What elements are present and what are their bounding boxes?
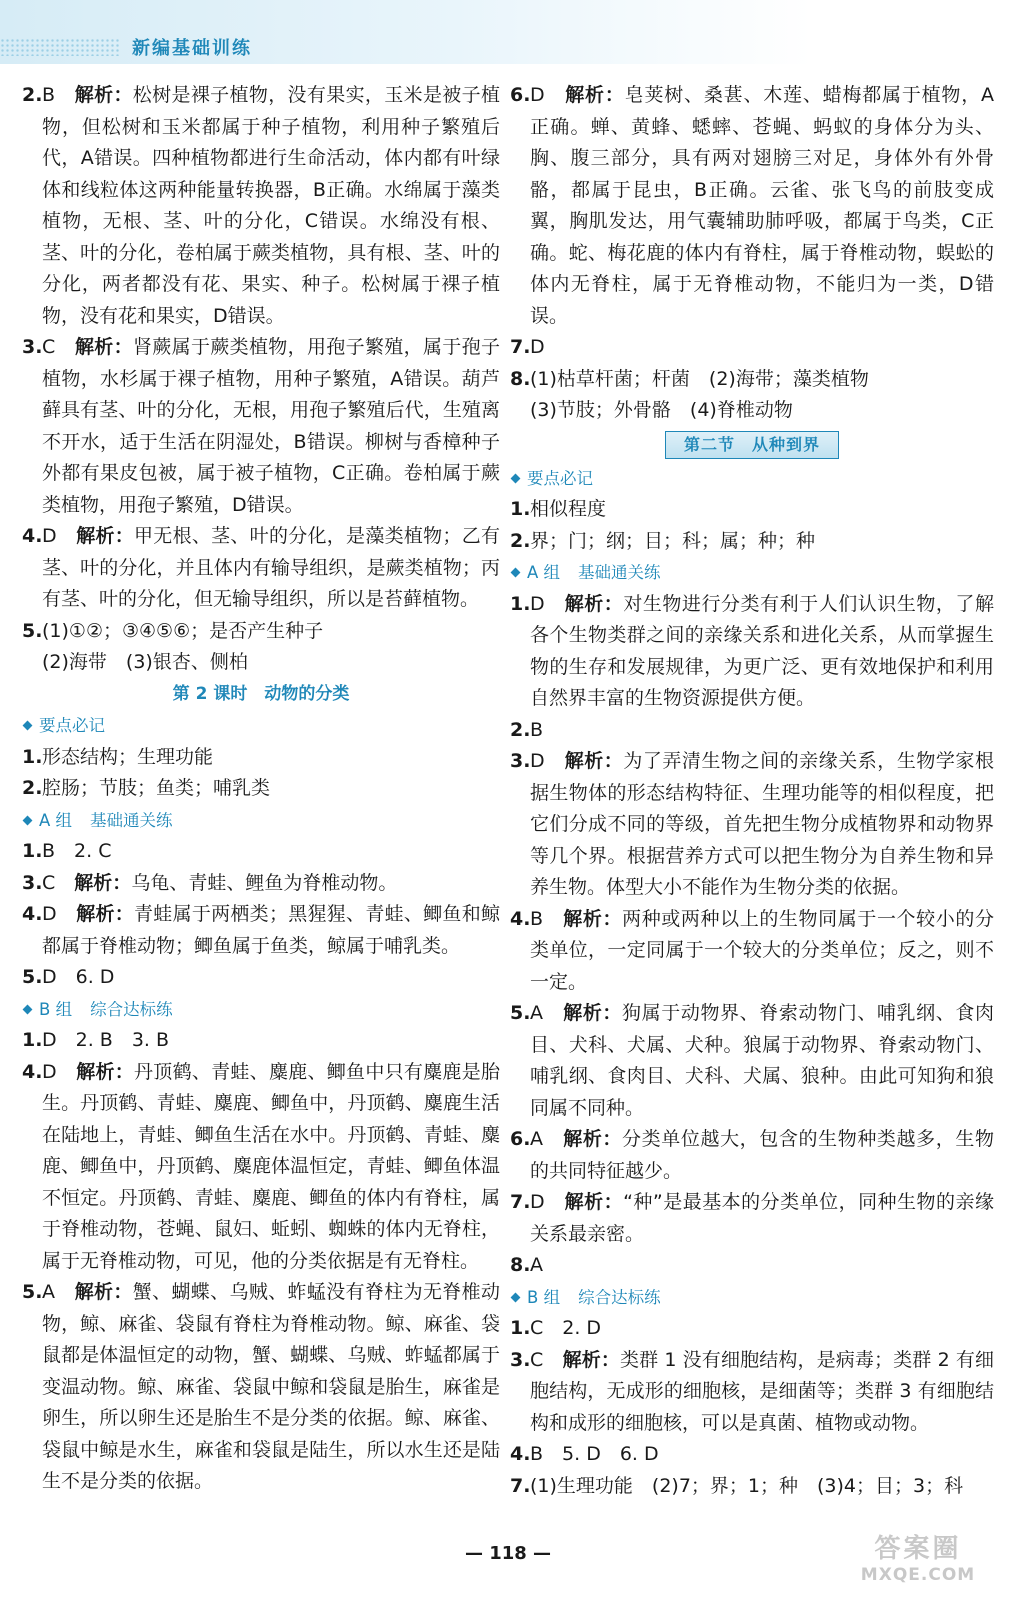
answer-item: 3. C 解析：乌龟、青蛙、鲤鱼为脊椎动物。 [22, 871, 398, 894]
diamond-icon [511, 568, 521, 578]
answer-item: 4. B 解析：两种或两种以上的生物同属于一个较小的分类单位，一定同属于一个较大的分类单位；反之，则不一定。 [510, 907, 994, 993]
answer-item: 5. D 6. D [22, 966, 115, 988]
answer-item: 4. B 5. D 6. D [510, 1443, 659, 1465]
header-dot-pattern [0, 38, 120, 56]
right-column [510, 80, 994, 1502]
answer-item: 7. D 解析：“种”是最基本的分类单位，同种生物的亲缘关系最亲密。 [510, 1191, 994, 1245]
answer-item: 1. B 2. C [22, 840, 112, 862]
watermark-logo [832, 1528, 1004, 1590]
answer-item: 4. D 解析：甲无根、茎、叶的分化，是藻类植物；乙有茎、叶的分化，并且体内有输导组织，是蕨类植物；丙有茎、叶的分化，但无输导组织，所以是苔藓植物。 [22, 525, 500, 610]
answer-item: 2. 腔肠；节肢；鱼类；哺乳类 [22, 777, 271, 799]
diamond-icon [23, 815, 33, 825]
answer-item: 1. C 2. D [510, 1317, 602, 1339]
answer-item: 2. 界；门；纲；目；科；属；种；种 [510, 529, 816, 552]
answer-item: 5. A 解析：蟹、蝴蝶、乌贼、蚱蜢没有脊柱为无脊椎动物，鲸、麻雀、袋鼠有脊柱为脊椎动物。鲸、麻雀、袋鼠都是体温恒定的动物，蟹、蝴蝶、乌贼、蚱蜢都属于变温动物。鲸、麻雀、袋鼠中鲸和袋鼠是胎生，麻雀是卵生，所以卵生还是胎生不是分类的依据。鲸、麻雀、袋鼠中鲸是水生，麻雀和袋鼠是陆生，所以水生还是陆生不是分类的依据。 [22, 1281, 500, 1492]
section-heading-group-a: A 组 基础通关练 [22, 805, 500, 837]
answer-item: 3. C 解析：类群 1 没有细胞结构，是病毒；类群 2 有细胞结构，无成形的细胞核，是细菌等；类群 3 有细胞结构和成形的细胞核，可以是真菌、植物或动物。 [510, 1348, 994, 1434]
answer-item: 4. D 解析：青蛙属于两栖类；黑猩猩、青蛙、鲫鱼和鲸都属于脊椎动物；鲫鱼属于鱼类，鲸属于哺乳类。 [22, 903, 500, 957]
watermark-text: 答案圈 [874, 1534, 962, 1564]
section-heading-key-points: 要点必记 [22, 710, 500, 742]
answer-item: 4. D 解析：丹顶鹤、青蛙、麋鹿、鲫鱼中只有麋鹿是胎生。丹顶鹤、青蛙、麋鹿、鲫鱼中，丹顶鹤、麋鹿生活在陆地上，青蛙、鲫鱼生活在水中。丹顶鹤、青蛙、麋鹿、鲫鱼中，丹顶鹤、麋鹿体温恒定，青蛙、鲫鱼体温不恒定。丹顶鹤、青蛙、麋鹿、鲫鱼的体内有脊柱，属于脊椎动物，苍蝇、鼠妇、蚯蚓、蜘蛛的体内无脊柱，属于无脊椎动物，可见，他的分类依据是有无脊柱。 [22, 1060, 500, 1272]
answer-item: 5. A 解析：狗属于动物界、脊索动物门、哺乳纲、食肉目、犬科、犬属、犬种。狼属于动物界、脊索动物门、哺乳纲、食肉目、犬科、犬属、狼种。由此可知狗和狼同属不同种。 [510, 1002, 994, 1119]
answer-item: 7. D [510, 336, 545, 358]
answer-item: 1. D 2. B 3. B [22, 1029, 170, 1051]
section-heading-group-b: B 组 综合达标练 [22, 994, 500, 1026]
answer-continuation: (2)海带 (3)银杏、侧柏 [42, 651, 248, 673]
diamond-icon [511, 473, 521, 483]
section-heading-key-points: 要点必记 [510, 463, 994, 495]
watermark-url: MXQE.COM [860, 1565, 976, 1585]
answer-item: 8. (1)枯草杆菌；杆菌 (2)海带；藻类植物 [510, 367, 869, 390]
answer-item: 6. D 解析：皂荚树、桑葚、木莲、蜡梅都属于植物，A正确。蝉、黄蜂、蟋蟀、苍蝇、蚂蚁的身体分为头、胸、腹三部分，具有两对翅膀三对足，身体外有外骨骼，都属于昆虫，B正确。云雀、张飞鸟的前肢变成翼，胸肌发达，用气囊辅助肺呼吸，都属于鸟类，C正确。蛇、梅花鹿的体内有脊柱，属于脊椎动物，蜈蚣的体内无脊柱，属于无脊椎动物，不能归为一类，D错误。 [510, 84, 994, 327]
answer-item: 8. A [510, 1254, 543, 1276]
answer-item: 1. D 解析：对生物进行分类有利于人们认识生物，了解各个生物类群之间的亲缘关系和进化关系，从而掌握生物的生存和发展规律，为更广泛、更有效地保护和利用自然界丰富的生物资源提供方便。 [510, 592, 994, 709]
answer-continuation: (3)节肢；外骨骼 (4)脊椎动物 [530, 399, 793, 421]
book-title: 新编基础训练 [132, 38, 252, 59]
answer-item: 2. B [510, 718, 544, 741]
answer-item: 1. 相似程度 [510, 498, 607, 520]
answer-item: 1. 形态结构；生理功能 [22, 745, 214, 768]
lesson-title: 第 2 课时 动物的分类 [172, 683, 350, 704]
answer-item: 5. (1)①②；③④⑤⑥；是否产生种子 [22, 619, 324, 642]
section-heading-group-b: B 组 综合达标练 [510, 1282, 994, 1314]
answer-item: 6. A 解析：分类单位越大，包含的生物种类越多，生物的共同特征越少。 [510, 1128, 994, 1182]
section-heading-group-a: A 组 基础通关练 [510, 557, 994, 589]
section-title-wrap [510, 427, 994, 463]
answer-item: 7. (1)生理功能 (2)7；界；1；种 (3)4；目；3；科 [510, 1474, 964, 1497]
answer-item: 3. D 解析：为了弄清生物之间的亲缘关系，生物学家根据生物体的形态结构特征、生理功能等的相似程度，把它们分成不同的等级，首先把生物分成植物界和动物界等几个界。根据营养方式可以把生物分为自养生物和异养生物。体型大小不能作为生物分类的依据。 [510, 750, 994, 898]
page-number: — 118 — [464, 1543, 552, 1564]
answer-item: 2. B 解析：松树是裸子植物，没有果实，玉米是被子植物，但松树和玉米都属于种子植物，利用种子繁殖后代，A错误。四种植物都进行生命活动，体内都有叶绿体和线粒体这两种能量转换器，B正确。水绵属于藻类植物，无根、茎、叶的分化，C错误。水绵没有根、茎、叶的分化，卷柏属于蕨类植物，具有根、茎、叶的分化，两者都没有花、果实、种子。松树属于裸子植物，没有花和果实，D错误。 [22, 84, 500, 327]
diamond-icon [23, 721, 33, 731]
left-column [22, 80, 500, 1498]
diamond-icon [511, 1292, 521, 1302]
diamond-icon [23, 1004, 33, 1014]
section-title: 第二节 从种到界 [665, 431, 839, 459]
answer-item: 3. C 解析：肾蕨属于蕨类植物，用孢子繁殖，属于孢子植物，水杉属于裸子植物，用种子繁殖，A错误。葫芦藓具有茎、叶的分化，无根，用孢子繁殖后代，生殖离不开水，适于生活在阴湿处，B错误。柳树与香樟种子外都有果皮包被，属于被子植物，C正确。卷柏属于蕨类植物，用孢子繁殖，D错误。 [22, 336, 500, 516]
